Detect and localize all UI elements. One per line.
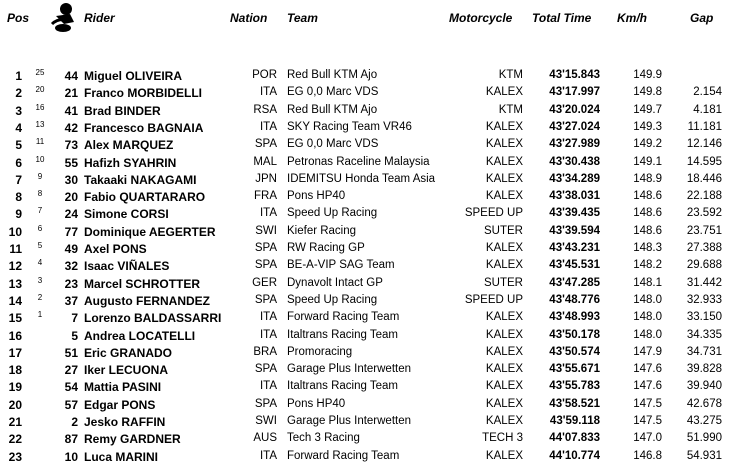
nation: MAL (253, 155, 277, 168)
nation: SWI (255, 415, 277, 427)
position: 8 (15, 190, 22, 205)
speed-kmh: 148.6 (633, 224, 662, 237)
team-name: EG 0,0 Marc VDS (287, 138, 379, 151)
team-name: Pons HP40 (287, 190, 346, 203)
points: 3 (37, 275, 43, 285)
points: 2 (37, 292, 43, 302)
rider-number: 44 (64, 69, 78, 83)
rider-number: 20 (64, 190, 78, 205)
nation: ITA (259, 86, 277, 99)
team-name: Italtrans Racing Team (287, 328, 399, 341)
team-name: Red Bull KTM Ajo (287, 103, 378, 116)
position: 19 (8, 380, 22, 395)
rider-name: Remy GARDNER (84, 432, 181, 447)
team-name: Kiefer Racing (287, 224, 357, 237)
team-name: Petronas Raceline Malaysia (287, 155, 430, 168)
team-name: Promoracing (287, 345, 353, 358)
header-total-time: Total Time (532, 11, 592, 25)
points: 10 (35, 154, 45, 164)
speed-kmh: 149.2 (633, 138, 662, 151)
total-time: 43'34.289 (549, 172, 600, 185)
team-name: Garage Plus Interwetten (287, 415, 412, 427)
position: 2 (15, 86, 22, 101)
rider-number: 32 (64, 259, 78, 274)
motorcycle: KALEX (485, 397, 523, 410)
points: 16 (35, 102, 45, 112)
speed-kmh: 148.6 (633, 190, 662, 203)
rider-name: Franco MORBIDELLI (84, 86, 203, 101)
gap: 18.446 (686, 172, 722, 185)
total-time: 43'27.024 (549, 120, 600, 133)
gap: 33.150 (686, 311, 722, 324)
motorcycle: KALEX (485, 190, 523, 203)
table-row (0, 155, 738, 172)
total-time: 43'38.031 (549, 190, 600, 203)
motorcycle: KALEX (485, 155, 523, 168)
motorcycle: KALEX (485, 86, 523, 99)
speed-kmh: 147.6 (633, 363, 662, 376)
rider-number: 10 (64, 449, 78, 464)
team-name: Forward Racing Team (287, 449, 400, 462)
rider-name: Miguel OLIVEIRA (84, 69, 183, 83)
position: 5 (15, 138, 22, 153)
speed-kmh: 148.1 (633, 276, 662, 289)
rider-name: Lorenzo BALDASSARRI (84, 311, 222, 326)
speed-kmh: 148.0 (633, 293, 662, 306)
gap: 27.388 (686, 242, 722, 254)
header-team: Team (287, 11, 318, 25)
total-time: 43'20.024 (549, 103, 600, 116)
table-row (0, 103, 738, 120)
rider-number: 24 (64, 207, 78, 222)
points: 4 (37, 258, 43, 268)
motorcycle: KALEX (485, 449, 523, 462)
rider-name: Edgar PONS (84, 397, 156, 412)
speed-kmh: 147.0 (633, 432, 662, 445)
motorcycle: SPEED UP (464, 293, 523, 306)
rider-number: 30 (64, 172, 78, 187)
motorcycle: KALEX (485, 120, 523, 133)
nation: SPA (254, 363, 277, 376)
total-time: 43'50.574 (549, 345, 600, 358)
team-name: RW Racing GP (287, 242, 365, 254)
table-row (0, 414, 738, 431)
gap: 43.275 (686, 415, 722, 427)
motorcycle: KALEX (485, 242, 523, 254)
team-name: Dynavolt Intact GP (287, 276, 383, 289)
table-row (0, 241, 738, 258)
rider-name: Hafizh SYAHRIN (84, 155, 177, 170)
team-name: Forward Racing Team (287, 311, 400, 324)
nation: SPA (254, 397, 277, 410)
points: 13 (35, 119, 45, 129)
header-motorcycle: Motorcycle (449, 11, 513, 25)
speed-kmh: 148.3 (633, 242, 662, 254)
rider-number: 37 (64, 293, 78, 308)
position: 7 (15, 172, 22, 187)
motorcycle: SUTER (484, 224, 523, 237)
speed-kmh: 149.1 (633, 155, 662, 168)
nation: POR (252, 69, 277, 81)
speed-kmh: 147.5 (633, 397, 662, 410)
speed-kmh: 149.3 (633, 120, 662, 133)
rider-number: 42 (64, 120, 78, 135)
gap: 14.595 (686, 155, 722, 168)
motorcycle: KALEX (485, 259, 523, 272)
gap: 34.335 (686, 328, 722, 341)
team-name: Pons HP40 (287, 397, 346, 410)
table-row (0, 310, 738, 327)
speed-kmh: 147.5 (633, 415, 662, 427)
nation: GER (252, 276, 277, 289)
table-row (0, 85, 738, 102)
total-time: 44'10.774 (549, 449, 600, 462)
position: 17 (8, 345, 22, 360)
position: 21 (8, 415, 22, 429)
motorcycle: KALEX (485, 363, 523, 376)
gap: 51.990 (686, 432, 722, 445)
points: 9 (37, 171, 43, 181)
total-time: 43'48.993 (549, 311, 600, 324)
motorcycle: KALEX (485, 328, 523, 341)
team-name: Italtrans Racing Team (287, 380, 399, 393)
rider-name: Dominique AEGERTER (84, 224, 216, 239)
nation: FRA (254, 190, 277, 203)
nation: SPA (254, 242, 277, 254)
total-time: 44'07.833 (549, 432, 600, 445)
nation: BRA (253, 345, 277, 358)
points: 8 (37, 189, 43, 199)
total-time: 43'59.118 (549, 415, 600, 427)
position: 9 (15, 207, 22, 222)
rider-number: 23 (64, 276, 78, 291)
points: 1 (37, 310, 43, 320)
nation: SPA (254, 293, 277, 306)
table-row (0, 431, 738, 448)
rider-number: 77 (64, 224, 78, 239)
gap: 23.592 (686, 207, 722, 220)
gap: 39.828 (686, 363, 722, 376)
motorcycle: KTM (498, 103, 523, 116)
position: 13 (8, 276, 22, 291)
nation: ITA (259, 328, 277, 341)
speed-kmh: 149.7 (633, 103, 662, 116)
total-time: 43'30.438 (549, 155, 600, 168)
nation: SWI (255, 224, 277, 237)
gap: 23.751 (686, 224, 722, 237)
table-row (0, 449, 738, 466)
nation: JPN (255, 172, 277, 185)
rider-name: Axel PONS (84, 242, 147, 256)
rider-name: Augusto FERNANDEZ (84, 293, 210, 308)
rider-name: Iker LECUONA (84, 363, 169, 378)
points: 5 (37, 241, 43, 250)
motorcycle: KALEX (485, 138, 523, 151)
gap: 11.181 (687, 120, 722, 133)
gap: 34.731 (686, 345, 722, 358)
rider-number: 21 (64, 86, 78, 101)
gap: 39.940 (686, 380, 722, 393)
rider-name: Mattia PASINI (84, 380, 162, 395)
team-name: Tech 3 Racing (287, 432, 360, 445)
rider-name: Luca MARINI (84, 449, 159, 464)
rider-number: 7 (71, 311, 78, 326)
rider-name: Isaac VIÑALES (84, 259, 170, 274)
total-time: 43'17.997 (549, 86, 600, 99)
nation: SPA (254, 138, 277, 151)
total-time: 43'15.843 (549, 69, 600, 81)
speed-kmh: 147.6 (633, 380, 662, 393)
points: 11 (35, 137, 45, 147)
rider-name: Brad BINDER (84, 103, 161, 118)
gap: 22.188 (686, 190, 722, 203)
points: 20 (35, 85, 45, 95)
total-time: 43'39.594 (549, 224, 600, 237)
table-row (0, 328, 738, 345)
speed-kmh: 146.8 (633, 449, 662, 462)
team-name: Speed Up Racing (287, 207, 378, 220)
table-row (0, 120, 738, 137)
position: 15 (8, 311, 22, 326)
speed-kmh: 148.0 (633, 328, 662, 341)
nation: ITA (259, 311, 277, 324)
nation: ITA (259, 120, 277, 133)
motorcycle: KTM (498, 69, 523, 81)
table-row (0, 68, 738, 85)
rider-number: 41 (64, 103, 78, 118)
total-time: 43'43.231 (549, 242, 600, 254)
nation: ITA (259, 207, 277, 220)
total-time: 43'50.178 (549, 328, 600, 341)
position: 23 (8, 449, 22, 464)
table-row (0, 362, 738, 379)
table-row (0, 137, 738, 154)
rider-name: Marcel SCHROTTER (84, 276, 201, 291)
total-time: 43'55.783 (549, 380, 600, 393)
table-row (0, 224, 738, 241)
speed-kmh: 149.9 (633, 69, 662, 81)
position: 14 (8, 293, 22, 308)
rider-number: 54 (64, 380, 78, 395)
table-row (0, 172, 738, 189)
total-time: 43'27.989 (549, 138, 600, 151)
rider-name: Fabio QUARTARARO (84, 190, 206, 205)
team-name: Red Bull KTM Ajo (287, 69, 378, 81)
total-time: 43'55.671 (549, 363, 600, 376)
nation: ITA (259, 449, 277, 462)
team-name: SKY Racing Team VR46 (287, 120, 412, 133)
table-row (0, 379, 738, 396)
rider-number: 5 (71, 328, 78, 343)
motorcycle: KALEX (485, 415, 523, 427)
rider-number: 87 (64, 432, 78, 447)
motorcycle: TECH 3 (482, 432, 523, 445)
table-row (0, 345, 738, 362)
rider-name: Andrea LOCATELLI (84, 328, 196, 343)
gap: 2.154 (693, 86, 722, 99)
points: 25 (35, 68, 45, 77)
speed-kmh: 148.0 (633, 311, 662, 324)
motorcycle: SUTER (484, 276, 523, 289)
motorcycle: KALEX (485, 345, 523, 358)
rider-name: Takaaki NAKAGAMI (84, 172, 197, 187)
table-row (0, 189, 738, 206)
position: 18 (8, 363, 22, 378)
total-time: 43'48.776 (549, 293, 600, 306)
gap: 12.146 (686, 138, 722, 151)
rider-name: Francesco BAGNAIA (84, 120, 204, 135)
table-row (0, 293, 738, 310)
speed-kmh: 148.2 (633, 259, 662, 272)
motorcycle: KALEX (485, 380, 523, 393)
position: 1 (15, 69, 22, 83)
header-nation: Nation (230, 11, 268, 25)
position: 22 (8, 432, 22, 447)
table-row (0, 276, 738, 293)
rider-number: 55 (64, 155, 78, 170)
nation: AUS (253, 432, 277, 445)
gap: 54.931 (686, 449, 722, 462)
total-time: 43'45.531 (549, 259, 600, 272)
nation: SPA (254, 259, 277, 272)
header-rider: Rider (84, 11, 115, 25)
team-name: IDEMITSU Honda Team Asia (287, 172, 436, 185)
rider-number: 2 (71, 415, 78, 429)
speed-kmh: 148.6 (633, 207, 662, 220)
position: 3 (15, 103, 22, 118)
gap: 4.181 (693, 103, 722, 116)
gap: 31.442 (686, 276, 722, 289)
total-time: 43'47.285 (549, 276, 600, 289)
rider-name: Simone CORSI (84, 207, 169, 222)
motorcycle: SPEED UP (464, 207, 523, 220)
motorcycle: KALEX (485, 172, 523, 185)
position: 6 (15, 155, 22, 170)
speed-kmh: 149.8 (633, 86, 662, 99)
position: 10 (8, 224, 22, 239)
gap: 32.933 (686, 293, 722, 306)
speed-kmh: 147.9 (633, 345, 662, 358)
position: 4 (15, 120, 22, 135)
speed-kmh: 148.9 (633, 172, 662, 185)
points: 6 (37, 223, 43, 233)
team-name: BE-A-VIP SAG Team (287, 259, 395, 272)
rider-name: Alex MARQUEZ (84, 138, 174, 153)
rider-number: 51 (64, 345, 78, 360)
rider-number: 73 (64, 138, 78, 153)
team-name: EG 0,0 Marc VDS (287, 86, 379, 99)
gap: 42.678 (686, 397, 722, 410)
team-name: Garage Plus Interwetten (287, 363, 412, 376)
table-row (0, 397, 738, 414)
gap: 29.688 (686, 259, 722, 272)
header-pos: Pos (7, 11, 30, 25)
position: 16 (8, 328, 22, 343)
motorcycle-rider-icon (46, 2, 82, 34)
rider-number: 49 (64, 242, 78, 256)
position: 12 (8, 259, 22, 274)
rider-name: Jesko RAFFIN (84, 415, 166, 429)
points: 7 (37, 206, 43, 216)
total-time: 43'39.435 (549, 207, 600, 220)
results-header (0, 0, 738, 28)
rider-number: 57 (64, 397, 78, 412)
position: 11 (9, 242, 22, 256)
total-time: 43'58.521 (549, 397, 600, 410)
table-row (0, 258, 738, 275)
nation: RSA (253, 103, 277, 116)
table-row (0, 206, 738, 223)
motorcycle: KALEX (485, 311, 523, 324)
team-name: Speed Up Racing (287, 293, 378, 306)
rider-number: 27 (64, 363, 78, 378)
header-gap: Gap (690, 11, 714, 25)
nation: ITA (259, 380, 277, 393)
position: 20 (8, 397, 22, 412)
header-kmh: Km/h (617, 11, 647, 25)
rider-name: Eric GRANADO (84, 345, 173, 360)
